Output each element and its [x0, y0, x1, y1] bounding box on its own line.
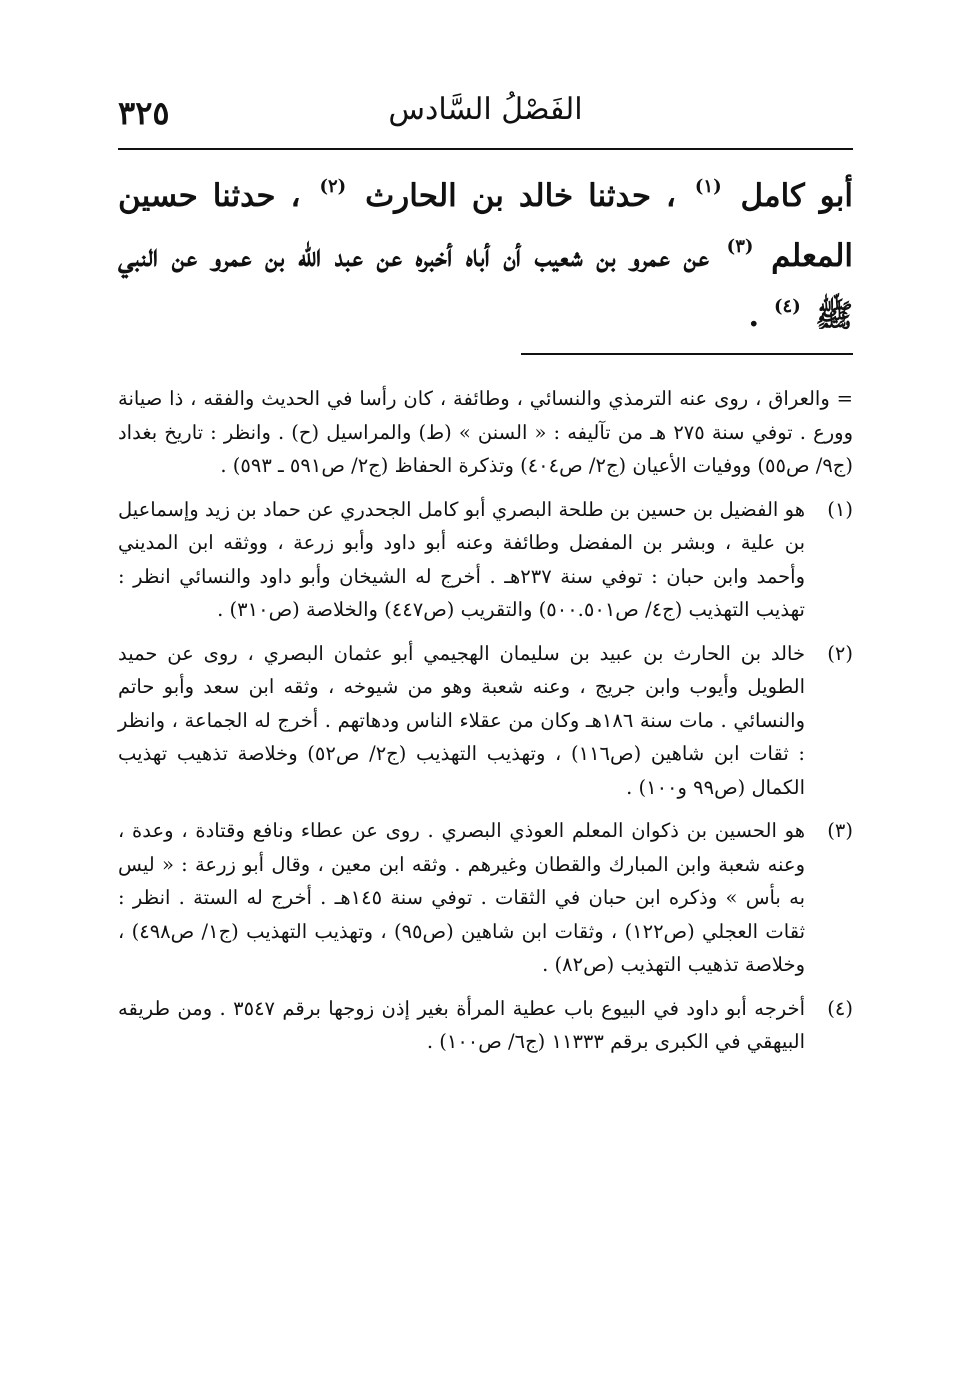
chapter-title: الفَصْلُ السَّادس — [388, 92, 583, 127]
main-text-part: ، حدثنا خالد بن الحارث — [365, 178, 676, 214]
footnotes — [118, 382, 853, 1069]
footnote-separator — [521, 353, 853, 355]
main-text-part: . — [748, 298, 760, 334]
footnote-text: هو الفضيل بن حسين بن طلحة البصري أبو كامل الجحدري عن حماد بن زيد وإسماعيل بن علية ، وبشر بن المفضل وطائفة وعنه أبو داود وأبو زرعة ، ووثقه ابن المديني وأحمد وابن حبان : توفي سنة ٢٣٧هـ . أخرج له الشيخان وأبو داود والنسائي انظر : تهذيب التهذيب (ج٤/ ص٥٠٠.٥٠١) والتقريب (ص٤٤٧) والخلاصة (ص٣١٠) . — [118, 497, 806, 621]
footnote-number: (٣) — [827, 819, 853, 842]
footnote-ref: (١) — [694, 176, 722, 197]
footnote-text: أخرجه أبو داود في البيوع باب عطية المرأة بغير إذن زوجها برقم ٣٥٤٧ . ومن طريقه البيهقي في الكبرى برقم ١١٣٣٣ (ج٦/ ص١٠٠) . — [118, 996, 805, 1053]
footnote-ref: (٤) — [774, 296, 801, 317]
footnote-1 — [118, 493, 853, 627]
footnote-text: هو الحسين بن ذكوان المعلم العوذي البصري . روى عن عطاء ونافع وقتادة ، وعدة ، وعنه شعبة وابن المبارك والقطان وغيرهم . وثقه ابن معين ، وقال أبو زرعة : « ليس به بأس » وذكره ابن حبان في الثقات . توفي سنة ١٤٥هـ . أخرج له الستة . انظر : ثقات العجلي (ص١٢٢) ، وثقات ابن شاهين (ص٩٥) ، وتهذيب التهذيب (ج١/ ص٤٩٨) ، وخلاصة تذهيب التهذيب (ص٨٢) . — [118, 819, 805, 976]
main-text-part: عن عمرو بن شعيب أن أباه أخبره عن عبد الله بن عمرو عن النبي ﷺ — [118, 238, 853, 334]
footnote-number: (١) — [827, 497, 853, 521]
footnote-text: خالد بن الحارث بن عبيد بن سليمان الهجيمي أبو عثمان البصري ، روى عن حميد الطويل وأيوب وابن جريج ، وعنه شعبة وهو من شيوخه ، وثقه ابن سعد وأبو حاتم والنسائي . مات سنة ١٨٦هـ وكان من عقلاء الناس ودهاتهم . أخرج له الجماعة ، وانظر : ثقات ابن شاهين (ص١١٦) ، وتهذيب التهذيب (ج٢/ ص٥٢) وخلاصة تذهيب تهذيب الكمال (ص٩٩ و١٠٠) . — [118, 641, 806, 799]
page-header — [118, 86, 853, 150]
footnote-ref: (٣) — [726, 236, 754, 257]
footnote-2 — [118, 637, 853, 805]
footnote-ref: (٢) — [319, 176, 347, 197]
main-text — [118, 166, 853, 346]
footnote-number: (٢) — [827, 641, 853, 665]
footnote-3 — [118, 814, 853, 982]
footnote-number: (٤) — [827, 996, 853, 1020]
main-text-part: أبو كامل — [740, 178, 854, 214]
footnote-continuation: = والعراق ، روى عنه الترمذي والنسائي ، وطائفة ، كان رأسا في الحديث والفقه ، ذا صيانة وورع . توفي سنة ٢٧٥ هـ من تآليفه : « السنن » (ط) والمراسيل (ح) . وانظر : تاريخ بغداد (ج٩/ ص٥٥) ووفيات الأعيان (ج٢/ ص٤٠٤) وتذكرة الحفاظ (ج٢/ ص٥٩١ ـ ٥٩٣) . — [118, 387, 853, 477]
page-number: ٣٢٥ — [118, 94, 170, 132]
footnote-4 — [118, 992, 853, 1059]
main-text-part: ، حدثنا حسين المعلم — [118, 178, 854, 274]
